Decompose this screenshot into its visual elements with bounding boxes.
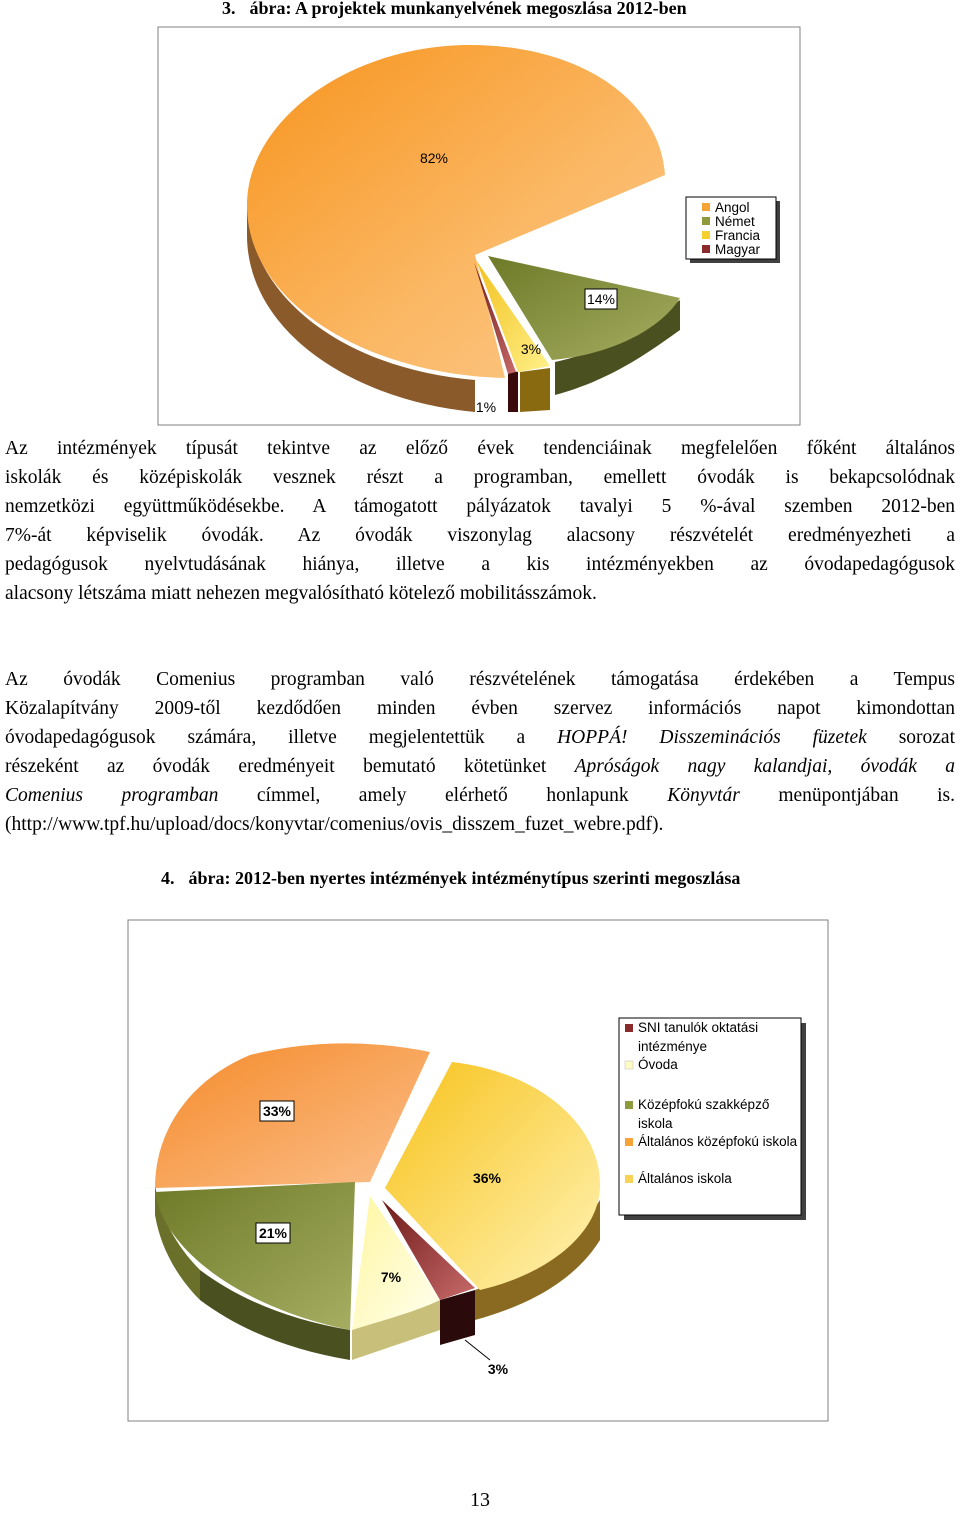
figure3-caption-text: ábra: A projektek munkanyelvének megoszlása 2012-ben <box>249 0 687 18</box>
book-title-cont: Comenius programban <box>5 785 219 806</box>
legend4-swatch-altalanos-iskola <box>625 1175 633 1183</box>
pie4-label-altalanos-iskola: 36% <box>472 1170 502 1186</box>
paragraph-2-url-line: (http://www.tpf.hu/upload/docs/konyvtar/comenius/ovis_disszem_fuzet_webre.pdf). <box>5 814 664 835</box>
menu-name-konyvtar: Könyvtár <box>667 785 740 806</box>
pie3-label-francia: 3% <box>520 341 542 357</box>
legend3-entry-magyar: Magyar <box>715 242 761 257</box>
text-run: sorozat <box>866 727 955 748</box>
pie4-label-altalanos-kozepfoku: 33% <box>262 1103 292 1119</box>
paragraph-2-line: Közalapítvány 2009-től kezdődően minden évben szervez információs napot kimondottan <box>5 698 955 719</box>
pie3-label-magyar: 1% <box>475 399 497 415</box>
paragraph-2-line <box>5 781 955 810</box>
legend4-swatch-kozepfoku-szakkepzo <box>625 1101 633 1109</box>
legend4-entry-sni: SNI tanulók oktatási intézménye <box>638 1020 759 1054</box>
paragraph-1-line: Az intézmények típusát tekintve az előző évek tendenciáinak megfelelően főként általános <box>5 438 955 459</box>
paragraph-2 <box>5 665 955 839</box>
paragraph-2-line <box>5 723 955 752</box>
pie3-label-angol: 82% <box>419 150 449 166</box>
legend4-entry-altalanos-kozepfoku: Általános középfokú iskola <box>638 1134 798 1149</box>
legend3-entry-francia: Francia <box>715 228 761 243</box>
text-run: óvodapedagógusok számára, illetve megjelentettük a <box>5 727 558 748</box>
paragraph-1-line: nemzetközi együttműködésekbe. A támogatott pályázatok tavalyi 5 %-ával szemben 2012-ben <box>5 496 955 517</box>
legend4-entry-kozepfoku-szakkepzo: Középfokú szakképző iskola <box>638 1097 770 1131</box>
pie3-slice-magyar-side <box>508 370 518 412</box>
text-run: részeként az óvodák eredményeit bemutató kötetünket <box>5 756 575 777</box>
figure4-caption-number: 4. <box>161 868 175 888</box>
figure4-caption <box>161 868 740 889</box>
figure4-caption-text: ábra: 2012-ben nyertes intézmények intézménytípus szerinti megoszlása <box>188 868 741 888</box>
pie3-slice-francia-side <box>520 368 550 412</box>
legend4-swatch-ovoda <box>625 1061 633 1069</box>
legend3-swatch-francia <box>702 231 710 239</box>
page-number: 13 <box>470 1489 490 1511</box>
paragraph-1-line: pedagógusok nyelvtudásának hiánya, illetve a kis intézményekben az óvodapedagógusok <box>5 554 955 575</box>
paragraph-1-line: iskolák és középiskolák vesznek részt a programban, emellett óvodák is bekapcsolódnak <box>5 467 955 488</box>
book-title: Apróságok nagy kalandjai, óvodák a <box>574 756 955 777</box>
legend3-entry-angol: Angol <box>715 200 750 215</box>
pie4-label-ovoda: 7% <box>380 1269 402 1285</box>
legend3-swatch-angol <box>702 203 710 211</box>
paragraph-1-line: 7%-át képviselik óvodák. Az óvodák viszonylag alacsony részvételét eredményezheti a <box>5 525 955 546</box>
text-run: címmel, amely elérhető honlapunk <box>218 785 668 806</box>
legend3-swatch-magyar <box>702 245 710 253</box>
pie4-label-kozepfoku-szakkepzo: 21% <box>258 1225 288 1241</box>
hoppa-series-title: HOPPÁ! Disszeminációs füzetek <box>557 727 867 748</box>
figure3-caption-number: 3. <box>222 0 236 18</box>
legend3-swatch-nemet <box>702 217 710 225</box>
legend4-entry-ovoda: Óvoda <box>638 1057 678 1072</box>
paragraph-1 <box>5 434 955 608</box>
text-run: menüpontjában is. <box>739 785 955 806</box>
legend4-entry-altalanos-iskola: Általános iskola <box>638 1171 732 1186</box>
paragraph-2-line: Az óvodák Comenius programban való részvételének támogatása érdekében a Tempus <box>5 669 955 690</box>
pie3-label-nemet: 14% <box>586 291 616 307</box>
legend3-entry-nemet: Német <box>715 214 755 229</box>
legend4-swatch-sni <box>625 1024 633 1032</box>
paragraph-2-line <box>5 752 955 781</box>
pie4-label-sni: 3% <box>487 1361 509 1377</box>
legend4-entries <box>638 1019 798 1189</box>
paragraph-1-line: alacsony létszáma miatt nehezen megvalósítható kötelező mobilitásszámok. <box>5 583 597 604</box>
legend4-swatch-altalanos-kozepfoku <box>625 1138 633 1146</box>
